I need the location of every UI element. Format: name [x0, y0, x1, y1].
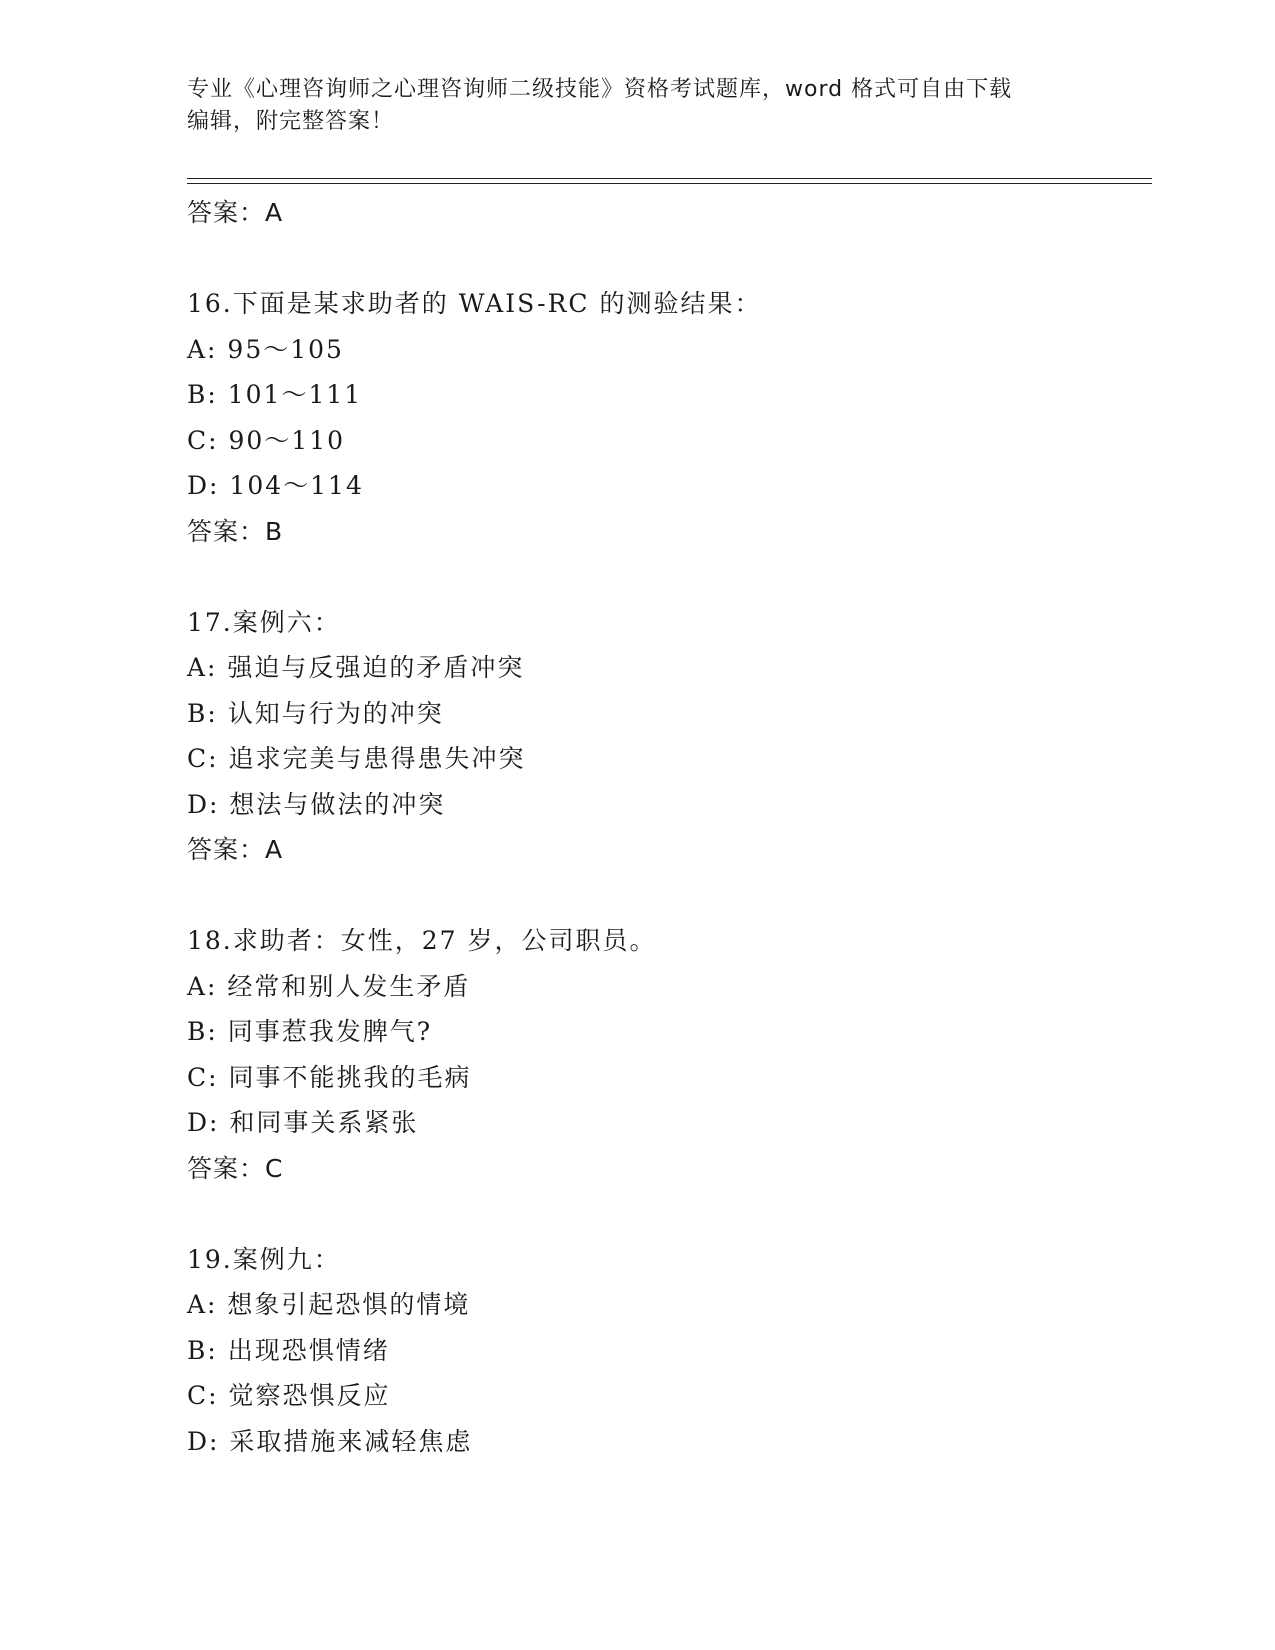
option-b: B: 同事惹我发脾气?: [187, 1017, 433, 1046]
header-line-1: 专业《心理咨询师之心理咨询师二级技能》资格考试题库，word 格式可自由下载: [187, 77, 1013, 102]
option-b: B: 认知与行为的冲突: [187, 698, 444, 728]
spacer: [187, 1191, 1147, 1237]
option-c: C: 90～110: [187, 425, 346, 455]
option-d: D: 想法与做法的冲突: [187, 789, 446, 819]
spacer: [187, 873, 1147, 919]
option-d: D: 和同事关系紧张: [187, 1108, 419, 1137]
answer-line: 答案：B: [187, 516, 284, 546]
option-a: A: 想象引起恐惧的情境: [187, 1290, 471, 1319]
option-b: B: 101～111: [187, 380, 363, 409]
option-a: A: 95～105: [187, 334, 344, 364]
option-c: C: 追求完美与患得患失冲突: [187, 744, 526, 773]
answer-line: 答案：C: [187, 1153, 284, 1183]
option-c: C: 同事不能挑我的毛病: [187, 1062, 472, 1092]
header-divider-bottom: [187, 183, 1152, 184]
option-d: D: 采取措施来减轻焦虑: [187, 1426, 473, 1456]
answer-line: 答案：A: [187, 198, 284, 227]
option-a: A: 经常和别人发生矛盾: [187, 971, 471, 1001]
question-list: [187, 190, 1147, 1464]
answer-line: 答案：A: [187, 835, 284, 864]
option-c: C: 觉察恐惧反应: [187, 1381, 391, 1410]
spacer: [187, 236, 1147, 282]
spacer: [187, 554, 1147, 600]
header-line-2: 编辑，附完整答案！: [187, 109, 395, 134]
option-d: D: 104～114: [187, 471, 364, 500]
option-a: A: 强迫与反强迫的矛盾冲突: [187, 653, 525, 682]
question-stem: 16.下面是某求助者的 WAIS-RC 的测验结果：: [187, 289, 762, 318]
question-stem: 17.案例六：: [187, 607, 341, 637]
header-divider-top: [187, 178, 1152, 179]
question-stem: 18.求助者：女性，27 岁，公司职员。: [187, 926, 657, 955]
document-header: [187, 74, 1067, 138]
option-b: B: 出现恐惧情绪: [187, 1335, 390, 1365]
question-stem: 19.案例九：: [187, 1244, 341, 1274]
